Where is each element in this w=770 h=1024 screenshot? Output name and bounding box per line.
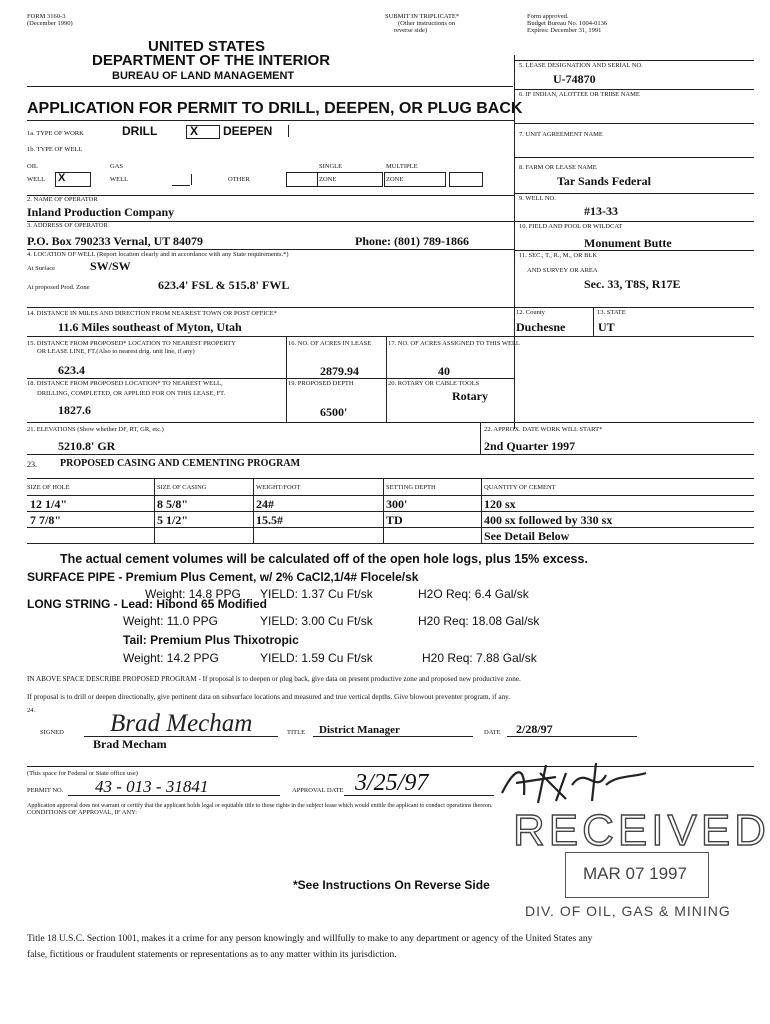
lease-value: U-74870 — [553, 72, 596, 86]
deepen-option[interactable]: DEEPEN — [223, 124, 273, 138]
drill-option[interactable]: DRILL — [122, 124, 158, 138]
drill-checkbox-x[interactable]: X — [190, 124, 199, 138]
multiple-label1: MULTIPLE — [386, 163, 418, 170]
f20-value: Rotary — [452, 389, 488, 403]
tail-yield: YIELD: 1.59 Cu Ft/sk — [260, 651, 373, 665]
address-value: P.O. Box 790233 Vernal, UT 84079 — [27, 234, 204, 248]
casing-header-hole: SIZE OF HOLE — [27, 484, 70, 491]
cement-note: The actual cement volumes will be calculated off of the open hole logs, plus 15% excess. — [60, 552, 588, 566]
other-label: OTHER — [228, 176, 250, 183]
f18-value: 1827.6 — [58, 403, 91, 417]
sp-h2o: H2O Req: 6.4 Gal/sk — [418, 587, 529, 601]
single-label1: SINGLE — [319, 163, 343, 170]
permit-value: 43 - 013 - 31841 — [95, 777, 209, 796]
title-value: District Manager — [319, 724, 400, 736]
agency-department: DEPARTMENT OF THE INTERIOR — [92, 52, 331, 69]
table-cell: 120 sx — [484, 497, 516, 511]
agency-united-states: UNITED STATES — [148, 38, 265, 55]
sec-label: 11. SEC., T., R., M., OR BLK — [519, 252, 598, 259]
tail-weight: Weight: 14.2 PPG — [123, 651, 219, 665]
multiple-checkbox[interactable] — [449, 172, 483, 187]
disclaimer-1: Application approval does not warrant or certify that the applicant holds legal or equitable title to those rights in the subject lease which would entitle the applicant to conduct operations thereon. — [27, 803, 493, 809]
table-cell: 5 1/2" — [157, 513, 188, 527]
f23-title: PROPOSED CASING AND CEMENTING PROGRAM — [60, 458, 301, 469]
approved-line3: Expires: December 31, 1991 — [527, 27, 602, 34]
signed-label: SIGNED — [40, 729, 64, 736]
see-instructions: *See Instructions On Reverse Side — [293, 878, 490, 892]
county-label: 12. County — [516, 309, 545, 316]
stamp-division: DIV. OF OIL, GAS & MINING — [525, 903, 731, 919]
table-cell: 15.5# — [256, 513, 283, 527]
casing-header-cement: QUANTITY OF CEMENT — [484, 484, 556, 491]
table-cell: 8 5/8" — [157, 497, 188, 511]
casing-header-casing: SIZE OF CASING — [157, 484, 207, 491]
sp-yield: YIELD: 1.37 Cu Ft/sk — [260, 587, 373, 601]
approval-value: 3/25/97 — [355, 770, 429, 796]
signature: Brad Mecham — [110, 710, 253, 737]
indian-label: 6. IF INDIAN, ALOTTEE OR TRIBE NAME — [519, 91, 640, 98]
field-value: Monument Butte — [584, 236, 672, 250]
prod-zone-value: 623.4' FSL & 515.8' FWL — [158, 278, 290, 292]
table-cell: 12 1/4" — [30, 497, 67, 511]
footer-line2: false, fictitious or fraudulent statements or representations as to any matter within its jurisdiction. — [27, 950, 397, 960]
tail-h2o: H20 Req: 7.88 Gal/sk — [422, 651, 537, 665]
table-cell: TD — [386, 513, 403, 527]
long-string: LONG STRING - Lead: Hibond 65 Modified — [27, 597, 267, 611]
field-label: 10. FIELD AND POOL OR WILDCAT — [519, 223, 623, 230]
operator-value: Inland Production Company — [27, 205, 175, 219]
submit-line1: SUBMIT IN TRIPLICATE* — [385, 13, 460, 20]
well-no-value: #13-33 — [584, 204, 618, 218]
table-cell: 400 sx followed by 330 sx — [484, 513, 613, 527]
f17-label: 17. NO. OF ACRES ASSIGNED TO THIS WELL — [388, 340, 520, 347]
signer-name: Brad Mecham — [93, 737, 167, 751]
f16-value: 2879.94 — [320, 364, 359, 378]
table-cell: 7 7/8" — [30, 513, 61, 527]
tail: Tail: Premium Plus Thixotropic — [123, 633, 299, 647]
above-space: IN ABOVE SPACE DESCRIBE PROPOSED PROGRAM - If proposal is to deepen or plug back, give data on present productive zone and proposed new productive zone. — [27, 675, 521, 683]
oil-label2: WELL — [27, 176, 46, 183]
type-well-label: 1b. TYPE OF WELL — [27, 146, 83, 153]
approval-label: APPROVAL DATE — [292, 787, 344, 794]
oil-checkbox-x[interactable]: X — [58, 172, 66, 184]
table-cell: See Detail Below — [484, 529, 570, 543]
state-value: UT — [598, 320, 615, 334]
other-checkbox[interactable] — [286, 172, 318, 187]
table-cell: 24# — [256, 497, 274, 511]
stamp-date: MAR 07 1997 — [583, 864, 687, 883]
f17-value: 40 — [438, 364, 450, 378]
item-24: 24. — [27, 707, 36, 714]
footer-line1: Title 18 U.S.C. Section 1001, makes it a crime for any person knowingly and willfully to make to any department or agency of the United States any — [27, 934, 593, 944]
received-text: RECEIVED — [513, 806, 770, 855]
disclaimer-2: CONDITIONS OF APPROVAL, IF ANY: — [27, 809, 137, 816]
surface-pipe: SURFACE PIPE - Premium Plus Cement, w/ 2% CaCl2,1/4# Flocele/sk — [27, 570, 419, 584]
operator-label: 2. NAME OF OPERATOR — [27, 196, 98, 203]
distance-value: 11.6 Miles southeast of Myton, Utah — [58, 320, 242, 334]
surface-label: At Surface — [27, 265, 55, 272]
county-value: Duchesne — [516, 320, 566, 334]
f18-label1: 18. DISTANCE FROM PROPOSED LOCATION* TO NEAREST WELL, — [27, 380, 223, 387]
f16-label: 16. NO. OF ACRES IN LEASE — [288, 340, 372, 347]
title-label: TITLE — [287, 729, 306, 736]
f15-label2: OR LEASE LINE, FT.(Also to nearest drig. unit line, if any) — [37, 348, 195, 355]
f15-value: 623.4 — [58, 363, 85, 377]
sp-weight: Weight: 14.8 PPG — [145, 587, 241, 601]
oil-label1: OIL — [27, 163, 38, 170]
casing-header-depth: SETTING DEPTH — [386, 484, 436, 491]
single-label2[interactable]: ZONE — [319, 176, 337, 183]
federal-space: (This space for Federal or State office use) — [27, 770, 138, 777]
f19-label: 19. PROPOSED DEPTH — [288, 380, 354, 387]
f23-number: 23. — [27, 460, 37, 469]
gas-label1: GAS — [110, 163, 124, 170]
f22-label: 22. APPROX. DATE WORK WILL START* — [484, 426, 603, 433]
farm-value: Tar Sands Federal — [557, 174, 652, 188]
phone-value: Phone: (801) 789-1866 — [355, 234, 469, 248]
surface-value: SW/SW — [90, 259, 131, 273]
permit-label: PERMIT NO. — [27, 787, 64, 794]
submit-line3: reverse side) — [394, 27, 428, 34]
ls-yield: YIELD: 3.00 Cu Ft/sk — [260, 614, 373, 628]
approved-line2: Budget Bureau No. 1004-0136 — [527, 20, 608, 27]
date-label: DATE — [484, 729, 501, 736]
casing-header-weight: WEIGHT/FOOT — [256, 484, 301, 491]
f21-value: 5210.8' GR — [58, 439, 116, 453]
date-value: 2/28/97 — [516, 722, 553, 736]
f22-value: 2nd Quarter 1997 — [484, 439, 576, 453]
form-title: APPLICATION FOR PERMIT TO DRILL, DEEPEN, OR PLUG BACK — [27, 100, 523, 117]
form-date: (December 1990) — [27, 20, 73, 27]
gas-label2: WELL — [110, 176, 129, 183]
state-label: 13. STATE — [597, 309, 626, 316]
ls-weight: Weight: 11.0 PPG — [123, 614, 218, 628]
received-stamp — [513, 800, 770, 930]
unit-label: 7. UNIT AGREEMENT NAME — [519, 131, 603, 138]
f15-label1: 15. DISTANCE FROM PROPOSED* LOCATION TO NEAREST PROPERTY — [27, 340, 236, 347]
type-work-label: 1a. TYPE OF WORK — [27, 130, 84, 137]
well-no-label: 9. WELL NO. — [519, 195, 556, 202]
approved-line1: Form approved. — [527, 13, 569, 20]
sec-label2: AND SURVEY OR AREA — [527, 267, 598, 274]
directional: If proposal is to drill or deepen directionally, give pertinent data on subsurface locations and measured and true vertical depths. Give blowout preventer program, if any. — [27, 693, 511, 701]
f19-value: 6500' — [320, 405, 348, 419]
sec-value: Sec. 33, T8S, R17E — [584, 277, 681, 291]
ls-h2o: H20 Req: 18.08 Gal/sk — [418, 614, 540, 628]
f21-label: 21. ELEVATIONS (Show whether DF, RT, GR, etc.) — [27, 426, 164, 433]
prod-zone-label: At proposed Prod. Zone — [27, 284, 90, 291]
f18-label2: DRILLING, COMPLETED, OR APPLIED FOR ON THIS LEASE, FT. — [37, 390, 226, 397]
agency-bureau: BUREAU OF LAND MANAGEMENT — [112, 70, 295, 82]
form-number: FORM 3160-3 — [27, 13, 66, 20]
submit-line2: (Other instructions on — [398, 20, 456, 27]
location-label: 4. LOCATION OF WELL (Report location clearly and in accordance with any State requirements.*) — [27, 251, 289, 258]
address-label: 3. ADDRESS OF OPERATOR — [27, 222, 108, 229]
f20-label: 20. ROTARY OR CABLE TOOLS — [388, 380, 480, 387]
lease-label: 5. LEASE DESIGNATION AND SERIAL NO. — [519, 62, 643, 69]
distance-label: 14. DISTANCE IN MILES AND DIRECTION FROM NEAREST TOWN OR POST OFFICE* — [27, 310, 277, 317]
multiple-label2[interactable]: ZONE — [386, 176, 404, 183]
table-cell: 300' — [386, 497, 408, 511]
farm-label: 8. FARM OR LEASE NAME — [519, 164, 597, 171]
